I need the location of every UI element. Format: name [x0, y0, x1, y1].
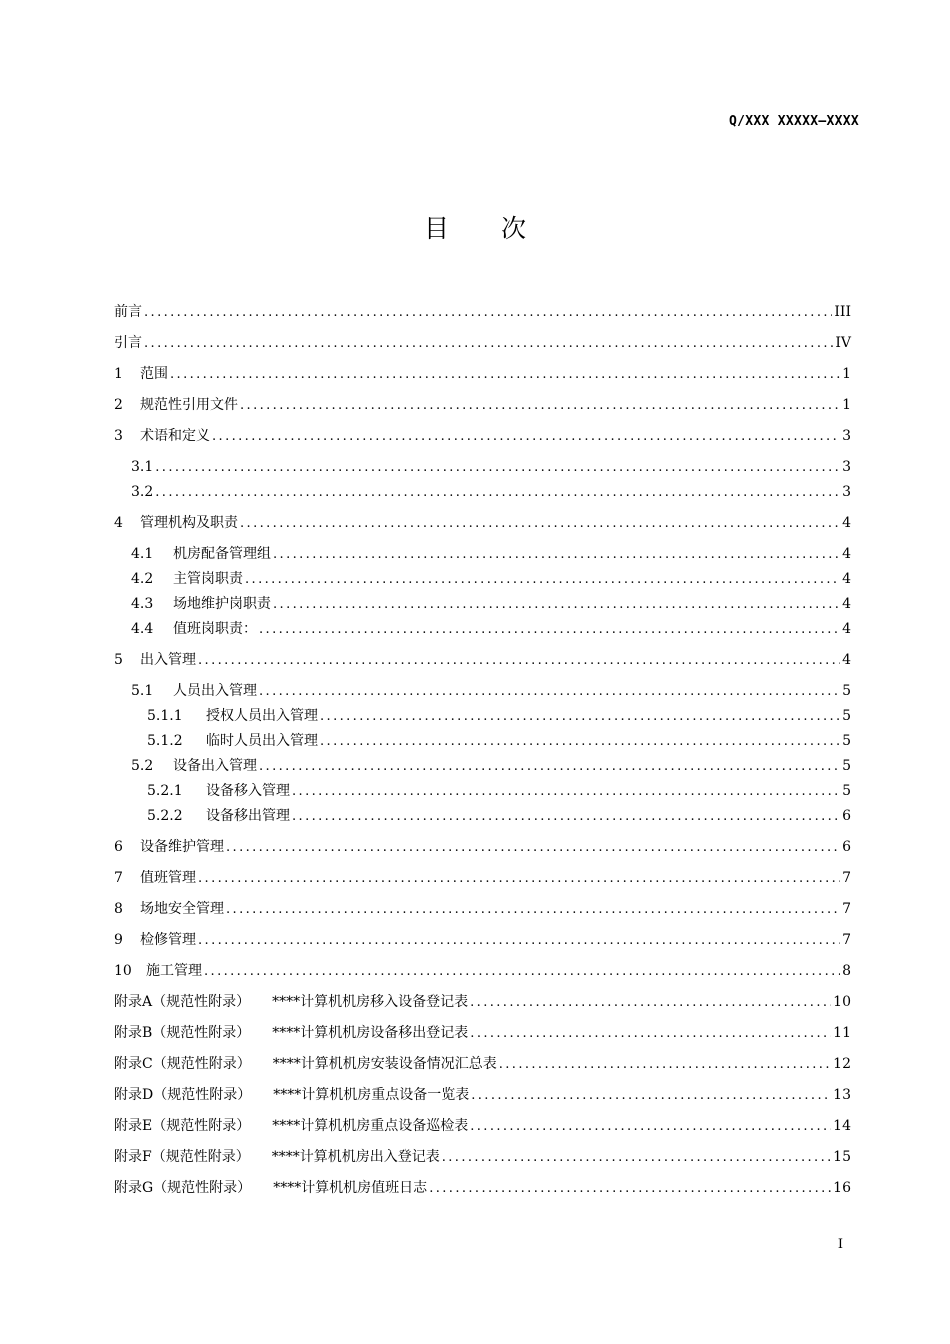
- toc-appendix-entry[interactable]: [114, 1022, 851, 1044]
- toc-entry[interactable]: [114, 456, 851, 478]
- toc-entry-page: 10: [833, 994, 851, 1010]
- toc-entry-page: 4: [842, 571, 851, 587]
- toc-entry-text: 规范性引用文件: [140, 397, 238, 413]
- toc-entry-page: 4: [842, 621, 851, 637]
- toc-leader-dots: [442, 1147, 831, 1169]
- toc-entry-text: 人员出入管理: [173, 683, 257, 699]
- toc-entry[interactable]: [114, 363, 851, 385]
- toc-entry-number: 5.1.1: [147, 708, 183, 724]
- toc-entry-page: 6: [842, 808, 851, 824]
- toc-entry-number: 5.1: [131, 683, 154, 699]
- appendix-title: ****计算机机房移入设备登记表: [272, 994, 469, 1010]
- toc-leader-dots: [259, 681, 840, 703]
- toc-leader-dots: [273, 594, 840, 616]
- document-code: Q/XXX XXXXX—XXXX: [728, 114, 859, 129]
- toc-entry-page: 5: [842, 708, 851, 724]
- page-number: I: [837, 1237, 843, 1252]
- toc-entry-page: 4: [842, 596, 851, 612]
- toc-appendix-entry[interactable]: [114, 1115, 851, 1137]
- toc-entry-text: 设备维护管理: [140, 839, 224, 855]
- toc-entry[interactable]: [114, 593, 851, 615]
- toc-entry[interactable]: [114, 705, 851, 727]
- toc-leader-dots: [170, 364, 840, 386]
- toc-entry-page: 15: [833, 1149, 851, 1165]
- toc-entry-page: 12: [833, 1056, 851, 1072]
- toc-entry-number: 5.2.2: [147, 808, 183, 824]
- appendix-label: 附录F（规范性附录）: [114, 1149, 250, 1165]
- toc-leader-dots: [144, 333, 833, 355]
- toc-entry-page: 11: [833, 1025, 851, 1041]
- toc-leader-dots: [470, 1116, 831, 1138]
- appendix-label: 附录D（规范性附录）: [114, 1087, 252, 1103]
- toc-entry[interactable]: [114, 730, 851, 752]
- toc-entry-number: 3.2: [131, 484, 154, 500]
- toc-entry-text: 范围: [140, 366, 168, 382]
- toc-entry[interactable]: [114, 780, 851, 802]
- toc-entry-page: 8: [842, 963, 851, 979]
- toc-entry-text: 场地安全管理: [140, 901, 224, 917]
- toc-entry-page: 3: [842, 459, 851, 475]
- toc-entry-number: 4: [114, 515, 123, 531]
- toc-entry-number: 8: [114, 901, 123, 917]
- toc-entry-page: 3: [842, 484, 851, 500]
- toc-entry-number: 2: [114, 397, 123, 413]
- toc-entry[interactable]: [114, 867, 851, 889]
- toc-entry-number: 6: [114, 839, 123, 855]
- toc-entry-text: 场地维护岗职责: [173, 596, 271, 612]
- appendix-label: 附录G（规范性附录）: [114, 1180, 252, 1196]
- toc-entry-page: 5: [842, 758, 851, 774]
- toc-entry-text: 管理机构及职责: [140, 515, 238, 531]
- toc-entry-number: 5.1.2: [147, 733, 183, 749]
- toc-leader-dots: [499, 1054, 831, 1076]
- appendix-title: ****计算机机房重点设备巡检表: [272, 1118, 469, 1134]
- toc-entry-page: 16: [833, 1180, 851, 1196]
- toc-appendix-entry[interactable]: [114, 1084, 851, 1106]
- toc-leader-dots: [429, 1178, 831, 1200]
- toc-entry-text: 主管岗职责: [173, 571, 243, 587]
- toc-entry[interactable]: [114, 929, 851, 951]
- toc-leader-dots: [292, 781, 840, 803]
- toc-leader-dots: [198, 868, 840, 890]
- toc-leader-dots: [273, 544, 840, 566]
- toc-entry-text: 值班管理: [140, 870, 196, 886]
- toc-leader-dots: [212, 426, 840, 448]
- toc-entry-number: 4.3: [131, 596, 154, 612]
- toc-entry[interactable]: [114, 960, 851, 982]
- toc-leader-dots: [245, 569, 840, 591]
- toc-entry-text: 设备出入管理: [173, 758, 257, 774]
- toc-entry-text: 出入管理: [140, 652, 196, 668]
- toc-entry-page: 7: [842, 932, 851, 948]
- toc-entry-text: 值班岗职责：: [173, 621, 257, 637]
- toc-entry-page: IV: [835, 335, 851, 351]
- toc-leader-dots: [240, 513, 840, 535]
- toc-entry[interactable]: [114, 394, 851, 416]
- appendix-title: ****计算机机房出入登记表: [271, 1149, 440, 1165]
- toc-entry-number: 5.2: [131, 758, 154, 774]
- toc-leader-dots: [155, 482, 840, 504]
- toc-entry-page: 5: [842, 783, 851, 799]
- toc-entry-text: 施工管理: [146, 963, 202, 979]
- table-of-contents: [114, 0, 851, 1344]
- toc-entry-number: 4.2: [131, 571, 154, 587]
- toc-appendix-entry[interactable]: [114, 1053, 851, 1075]
- toc-entry[interactable]: [114, 481, 851, 503]
- toc-leader-dots: [198, 650, 840, 672]
- toc-leader-dots: [226, 837, 840, 859]
- appendix-title: ****计算机机房设备移出登记表: [272, 1025, 469, 1041]
- toc-entry-page: 5: [842, 733, 851, 749]
- page-title: 目次: [423, 214, 578, 243]
- toc-entry-number: 7: [114, 870, 123, 886]
- toc-entry-text: 检修管理: [140, 932, 196, 948]
- toc-leader-dots: [259, 619, 840, 641]
- appendix-label: 附录E（规范性附录）: [114, 1118, 251, 1134]
- toc-entry-page: III: [834, 304, 851, 320]
- toc-entry-text: 前言: [114, 304, 142, 320]
- toc-entry-number: 1: [114, 366, 123, 382]
- toc-entry-page: 1: [842, 366, 851, 382]
- toc-entry[interactable]: [114, 898, 851, 920]
- toc-leader-dots: [204, 961, 840, 983]
- toc-entry[interactable]: [114, 680, 851, 702]
- toc-leader-dots: [259, 756, 840, 778]
- toc-entry[interactable]: [114, 805, 851, 827]
- toc-entry-page: 14: [833, 1118, 851, 1134]
- toc-leader-dots: [320, 731, 840, 753]
- toc-entry-page: 4: [842, 546, 851, 562]
- toc-entry-page: 13: [833, 1087, 851, 1103]
- toc-entry-number: 4.1: [131, 546, 154, 562]
- toc-leader-dots: [320, 706, 840, 728]
- appendix-label: 附录B（规范性附录）: [114, 1025, 251, 1041]
- toc-entry[interactable]: [114, 649, 851, 671]
- toc-entry-number: 10: [114, 963, 132, 979]
- appendix-title: ****计算机机房值班日志: [273, 1180, 428, 1196]
- toc-entry[interactable]: [114, 836, 851, 858]
- toc-appendix-entry[interactable]: [114, 1177, 851, 1199]
- toc-entry[interactable]: [114, 332, 851, 354]
- toc-entry-page: 4: [842, 652, 851, 668]
- toc-entry-page: 4: [842, 515, 851, 531]
- toc-leader-dots: [226, 899, 840, 921]
- toc-appendix-entry[interactable]: [114, 1146, 851, 1168]
- toc-entry[interactable]: [114, 301, 851, 323]
- toc-leader-dots: [470, 992, 831, 1014]
- toc-entry[interactable]: [114, 425, 851, 447]
- toc-entry-text: 设备移入管理: [206, 783, 290, 799]
- toc-entry-text: 临时人员出入管理: [206, 733, 318, 749]
- appendix-label: 附录A（规范性附录）: [114, 994, 251, 1010]
- toc-leader-dots: [471, 1085, 831, 1107]
- toc-entry[interactable]: [114, 543, 851, 565]
- toc-entry[interactable]: [114, 618, 851, 640]
- toc-entry-page: 7: [842, 870, 851, 886]
- toc-leader-dots: [470, 1023, 831, 1045]
- toc-entry-page: 6: [842, 839, 851, 855]
- appendix-title: ****计算机机房安装设备情况汇总表: [272, 1056, 497, 1072]
- toc-entry[interactable]: [114, 512, 851, 534]
- appendix-title: ****计算机机房重点设备一览表: [273, 1087, 470, 1103]
- toc-leader-dots: [155, 457, 840, 479]
- toc-entry-page: 1: [842, 397, 851, 413]
- toc-entry[interactable]: [114, 568, 851, 590]
- toc-entry-number: 9: [114, 932, 123, 948]
- toc-entry-text: 设备移出管理: [206, 808, 290, 824]
- toc-appendix-entry[interactable]: [114, 991, 851, 1013]
- toc-entry-number: 3: [114, 428, 123, 444]
- toc-entry-number: 5.2.1: [147, 783, 183, 799]
- toc-leader-dots: [292, 806, 840, 828]
- toc-entry-text: 术语和定义: [140, 428, 210, 444]
- toc-leader-dots: [144, 302, 832, 324]
- toc-entry-number: 5: [114, 652, 123, 668]
- toc-entry[interactable]: [114, 755, 851, 777]
- toc-entry-page: 3: [842, 428, 851, 444]
- toc-entry-text: 引言: [114, 335, 142, 351]
- toc-leader-dots: [198, 930, 840, 952]
- toc-entry-number: 4.4: [131, 621, 154, 637]
- appendix-label: 附录C（规范性附录）: [114, 1056, 251, 1072]
- toc-entry-page: 5: [842, 683, 851, 699]
- toc-leader-dots: [240, 395, 840, 417]
- toc-entry-page: 7: [842, 901, 851, 917]
- toc-entry-text: 授权人员出入管理: [206, 708, 318, 724]
- toc-entry-number: 3.1: [131, 459, 154, 475]
- toc-entry-text: 机房配备管理组: [173, 546, 271, 562]
